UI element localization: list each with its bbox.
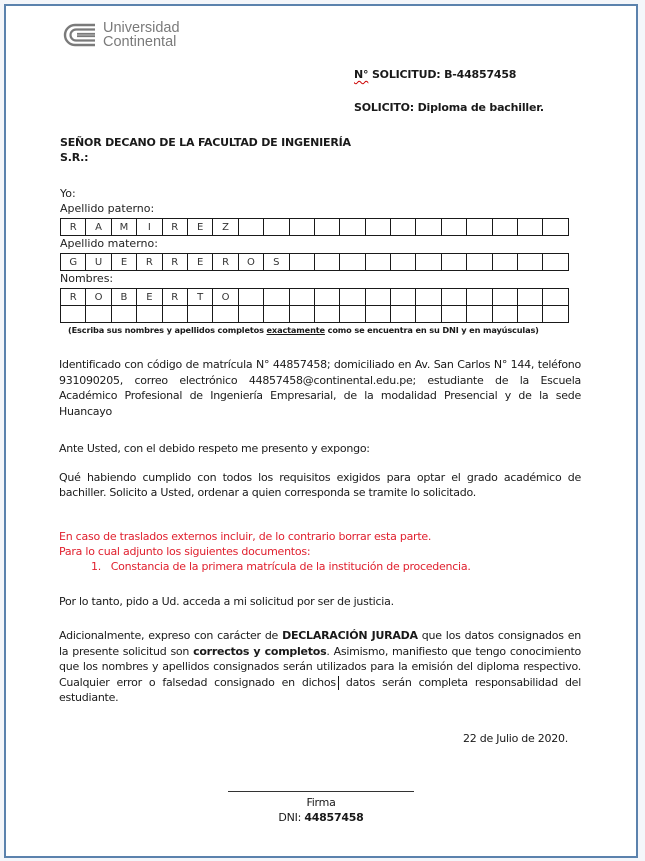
letter-box[interactable] xyxy=(467,254,492,271)
letter-box[interactable] xyxy=(289,306,314,323)
adjunto-label: Para lo cual adjunto los siguientes documentos: xyxy=(59,545,311,558)
instructions-note: (Escriba sus nombres y apellidos completos exactamente como se encuentra en su DNI y en mayúsculas) xyxy=(68,325,539,335)
letter-box[interactable] xyxy=(340,289,365,306)
letter-box[interactable] xyxy=(365,289,390,306)
letter-box[interactable] xyxy=(518,289,543,306)
letter-box[interactable]: E xyxy=(187,219,212,236)
university-logo-icon xyxy=(61,23,97,47)
letter-box[interactable] xyxy=(492,306,517,323)
exactamente-underlined: exactamente xyxy=(266,325,325,335)
apellido-materno-label: Apellido materno: xyxy=(60,237,158,250)
apellido-materno-grid[interactable] xyxy=(60,253,569,271)
nombres-label: Nombres: xyxy=(60,272,114,285)
letter-box[interactable] xyxy=(365,254,390,271)
letter-box[interactable] xyxy=(340,306,365,323)
letter-box[interactable] xyxy=(492,254,517,271)
letter-box[interactable]: O xyxy=(238,254,263,271)
correctos-completos-bold: correctos y completos xyxy=(193,644,327,658)
letter-box[interactable]: E xyxy=(187,254,212,271)
letter-box[interactable] xyxy=(543,306,568,323)
letter-box[interactable] xyxy=(441,254,466,271)
letter-box[interactable] xyxy=(61,306,86,323)
letter-box[interactable] xyxy=(314,306,339,323)
letter-box[interactable]: R xyxy=(61,219,86,236)
letter-box[interactable]: G xyxy=(61,254,86,271)
letter-box[interactable] xyxy=(238,306,263,323)
letter-box[interactable]: R xyxy=(162,254,187,271)
solicito-line: SOLICITO: Diploma de bachiller. xyxy=(354,101,544,114)
yo-label: Yo: xyxy=(60,187,76,200)
solicitud-number xyxy=(354,68,516,81)
que-habiendo-paragraph: Qué habiendo cumplido con todos los requisitos exigidos para optar el grado académico de bachiller. Solicito a Usted, ordenar a quien corresponda se tramite lo solicitado. xyxy=(59,471,581,499)
letter-box[interactable] xyxy=(416,306,441,323)
letter-box[interactable] xyxy=(416,289,441,306)
letter-box[interactable] xyxy=(441,289,466,306)
letter-box[interactable]: T xyxy=(187,289,212,306)
letter-box[interactable] xyxy=(314,289,339,306)
letter-box[interactable]: A xyxy=(86,219,111,236)
letter-box[interactable]: R xyxy=(162,219,187,236)
letter-box[interactable] xyxy=(187,306,212,323)
letter-box[interactable] xyxy=(86,306,111,323)
letter-box[interactable] xyxy=(289,254,314,271)
declaracion-paragraph: Adicionalmente, expreso con carácter de DECLARACIÓN JURADA que los datos consignados en la presente solicitud son correctos y completos. Asimismo, manifiesto que tengo conocimiento que los nombres y apellidos consignados serán utilizados para la emisión del diploma respectivo. Cualquier error o falsedad consignado en dichos datos serán completa responsabilidad del estudiante. xyxy=(59,629,582,705)
numero-symbol: N° xyxy=(354,68,369,81)
letter-box[interactable] xyxy=(340,219,365,236)
letter-box[interactable] xyxy=(289,219,314,236)
letter-box[interactable]: M xyxy=(111,219,136,236)
letter-box[interactable]: S xyxy=(264,254,289,271)
letter-box[interactable] xyxy=(492,219,517,236)
logo-line-2: Continental xyxy=(103,34,177,50)
solicitud-label: SOLICITUD: B-44857458 xyxy=(368,68,517,81)
letter-box[interactable] xyxy=(518,254,543,271)
letter-box[interactable] xyxy=(162,306,187,323)
letter-box[interactable] xyxy=(289,289,314,306)
letter-box[interactable] xyxy=(137,306,162,323)
signature-line xyxy=(228,791,414,792)
dni-line: DNI: 44857458 xyxy=(278,811,364,824)
documents-list-item: 1. Constancia de la primera matrícula de la institución de procedencia. xyxy=(91,560,471,573)
letter-box[interactable]: U xyxy=(86,254,111,271)
logo-line-1: Universidad xyxy=(103,20,180,36)
letter-box[interactable] xyxy=(441,306,466,323)
letter-box[interactable] xyxy=(111,306,136,323)
dni-value: 44857458 xyxy=(304,811,364,824)
letter-box[interactable] xyxy=(314,254,339,271)
nombres-grid[interactable] xyxy=(60,288,569,323)
letter-box[interactable] xyxy=(467,306,492,323)
letter-box[interactable]: E xyxy=(137,289,162,306)
letter-box[interactable] xyxy=(264,289,289,306)
letter-box[interactable] xyxy=(467,289,492,306)
letter-box[interactable] xyxy=(391,306,416,323)
letter-box[interactable] xyxy=(467,219,492,236)
letter-box[interactable] xyxy=(264,306,289,323)
document-page xyxy=(4,4,638,858)
addressee-line-1: SEÑOR DECANO DE LA FACULTAD DE INGENIERÍA xyxy=(60,136,351,149)
por-lo-tanto-paragraph: Por lo tanto, pido a Ud. acceda a mi solicitud por ser de justicia. xyxy=(59,595,394,608)
apellido-paterno-grid[interactable] xyxy=(60,218,569,236)
letter-box[interactable]: R xyxy=(213,254,238,271)
apellido-paterno-label: Apellido paterno: xyxy=(60,202,155,215)
firma-label: Firma xyxy=(306,796,336,809)
documents-list xyxy=(91,560,471,573)
letter-box[interactable] xyxy=(492,289,517,306)
ante-usted-paragraph: Ante Usted, con el debido respeto me presento y expongo: xyxy=(59,442,370,455)
letter-box[interactable] xyxy=(264,219,289,236)
letter-box[interactable]: E xyxy=(111,254,136,271)
logo-text xyxy=(103,21,180,49)
letter-box[interactable] xyxy=(391,289,416,306)
letter-box[interactable]: Z xyxy=(213,219,238,236)
university-logo xyxy=(61,21,180,49)
letter-box[interactable] xyxy=(238,289,263,306)
letter-box[interactable] xyxy=(365,306,390,323)
letter-box[interactable] xyxy=(441,219,466,236)
letter-box[interactable]: B xyxy=(111,289,136,306)
letter-box[interactable]: I xyxy=(137,219,162,236)
addressee-line-2: S.R.: xyxy=(60,151,89,164)
letter-box[interactable] xyxy=(416,254,441,271)
letter-box[interactable] xyxy=(518,306,543,323)
letter-box[interactable] xyxy=(543,254,568,271)
letter-box[interactable] xyxy=(340,254,365,271)
identificado-paragraph: Identificado con código de matrícula N° 44857458; domiciliado en Av. San Carlos N° 144, teléfono 931090205, correo electrónico 44857458@continental.edu.pe; estudiante de la Escuela Académico Profesional de Ingeniería Empresarial, de la modalidad Presencial y de la sede Huancayo xyxy=(59,358,581,418)
letter-box[interactable] xyxy=(391,254,416,271)
letter-box[interactable] xyxy=(365,219,390,236)
letter-box[interactable] xyxy=(543,289,568,306)
declaracion-jurada-bold: DECLARACIÓN JURADA xyxy=(282,629,418,642)
letter-box[interactable]: R xyxy=(162,289,187,306)
letter-box[interactable] xyxy=(518,219,543,236)
letter-box[interactable]: O xyxy=(86,289,111,306)
letter-box[interactable]: R xyxy=(61,289,86,306)
letter-box[interactable] xyxy=(238,219,263,236)
letter-box[interactable] xyxy=(543,219,568,236)
letter-box[interactable] xyxy=(416,219,441,236)
letter-box[interactable]: R xyxy=(137,254,162,271)
traslados-note: En caso de traslados externos incluir, de lo contrario borrar esta parte. xyxy=(59,530,432,543)
letter-box[interactable] xyxy=(213,306,238,323)
letter-box[interactable] xyxy=(314,219,339,236)
letter-box[interactable]: O xyxy=(213,289,238,306)
date-line: 22 de Julio de 2020. xyxy=(463,732,569,745)
letter-box[interactable] xyxy=(391,219,416,236)
